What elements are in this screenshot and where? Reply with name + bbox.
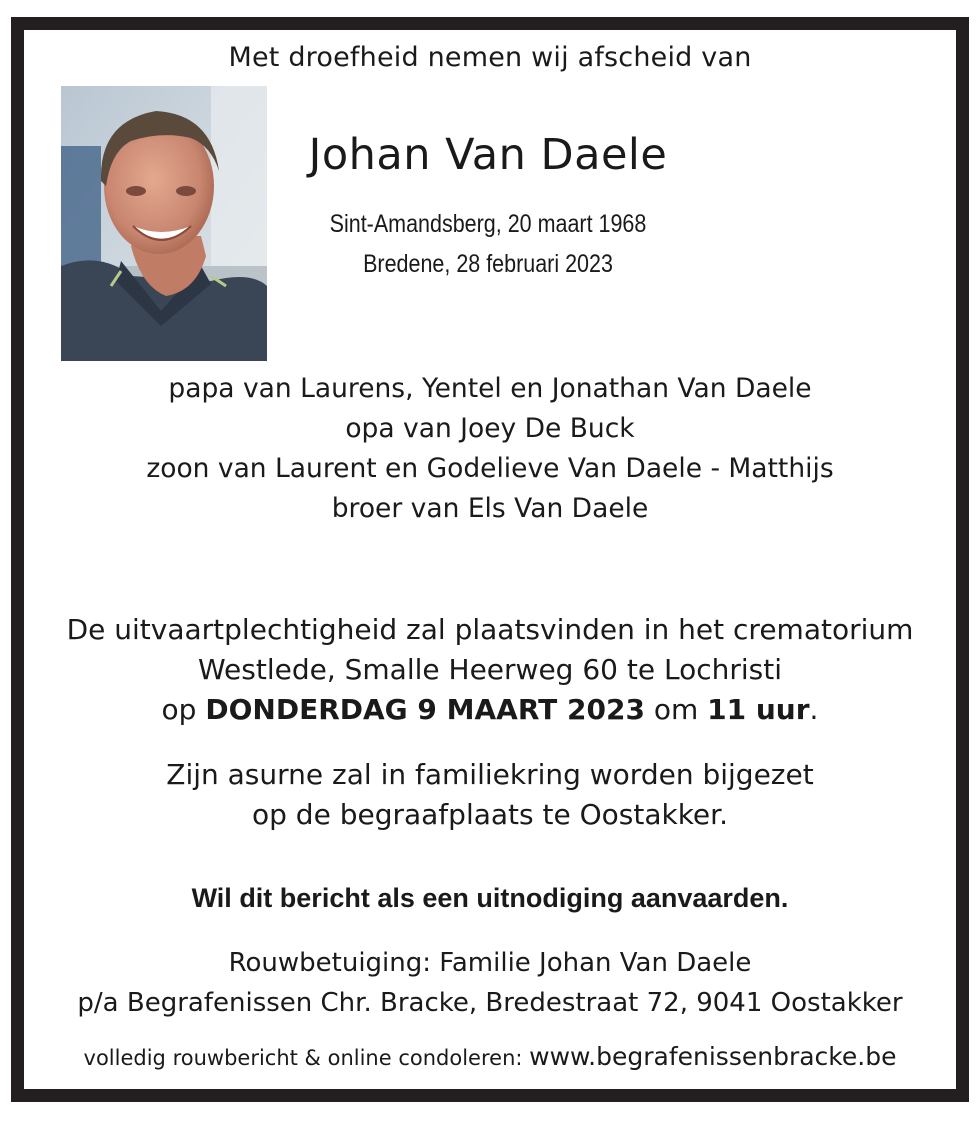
intro-text: Met droefheid nemen wij afscheid van <box>228 42 752 73</box>
relation-line: zoon van Laurent en Godelieve Van Daele - Matthijs <box>146 453 834 484</box>
funeral-mid: om <box>644 693 708 726</box>
funeral-date: DONDERDAG 9 MAART 2023 <box>205 693 645 726</box>
funeral-datetime <box>0 693 980 726</box>
condolence-address: p/a Begrafenissen Chr. Bracke, Bredestraat 72, 9041 Oostakker <box>77 988 903 1018</box>
website-link[interactable]: www.begrafenissenbracke.be <box>529 1042 897 1071</box>
relation-line: opa van Joey De Buck <box>345 413 635 444</box>
deceased-name: Johan Van Daele <box>308 130 668 180</box>
relation-line: broer van Els Van Daele <box>331 493 649 524</box>
urn-text-line: op de begraafplaats te Oostakker. <box>252 798 728 831</box>
relation-line: papa van Laurens, Yentel en Jonathan Van Daele <box>168 373 812 404</box>
urn-text-line: Zijn asurne zal in familiekring worden bijgezet <box>166 758 814 791</box>
invitation-text: Wil dit bericht als een uitnodiging aanvaarden. <box>191 883 789 913</box>
death-date: Bredene, 28 februari 2023 <box>363 250 613 278</box>
birth-date: Sint-Amandsberg, 20 maart 1968 <box>329 210 647 238</box>
portrait-photo <box>61 86 267 361</box>
online-label: volledig rouwbericht & online condoleren: <box>83 1046 530 1070</box>
funeral-time: 11 uur <box>707 693 810 726</box>
funeral-suffix: . <box>809 693 819 726</box>
funeral-location: Westlede, Smalle Heerweg 60 te Lochristi <box>197 653 782 686</box>
online-condolence-line <box>0 1042 980 1071</box>
funeral-prefix: op <box>161 693 206 726</box>
funeral-text-line: De uitvaartplechtigheid zal plaatsvinden in het crematorium <box>66 613 914 646</box>
condolence-contact: Rouwbetuiging: Familie Johan Van Daele <box>228 948 752 978</box>
